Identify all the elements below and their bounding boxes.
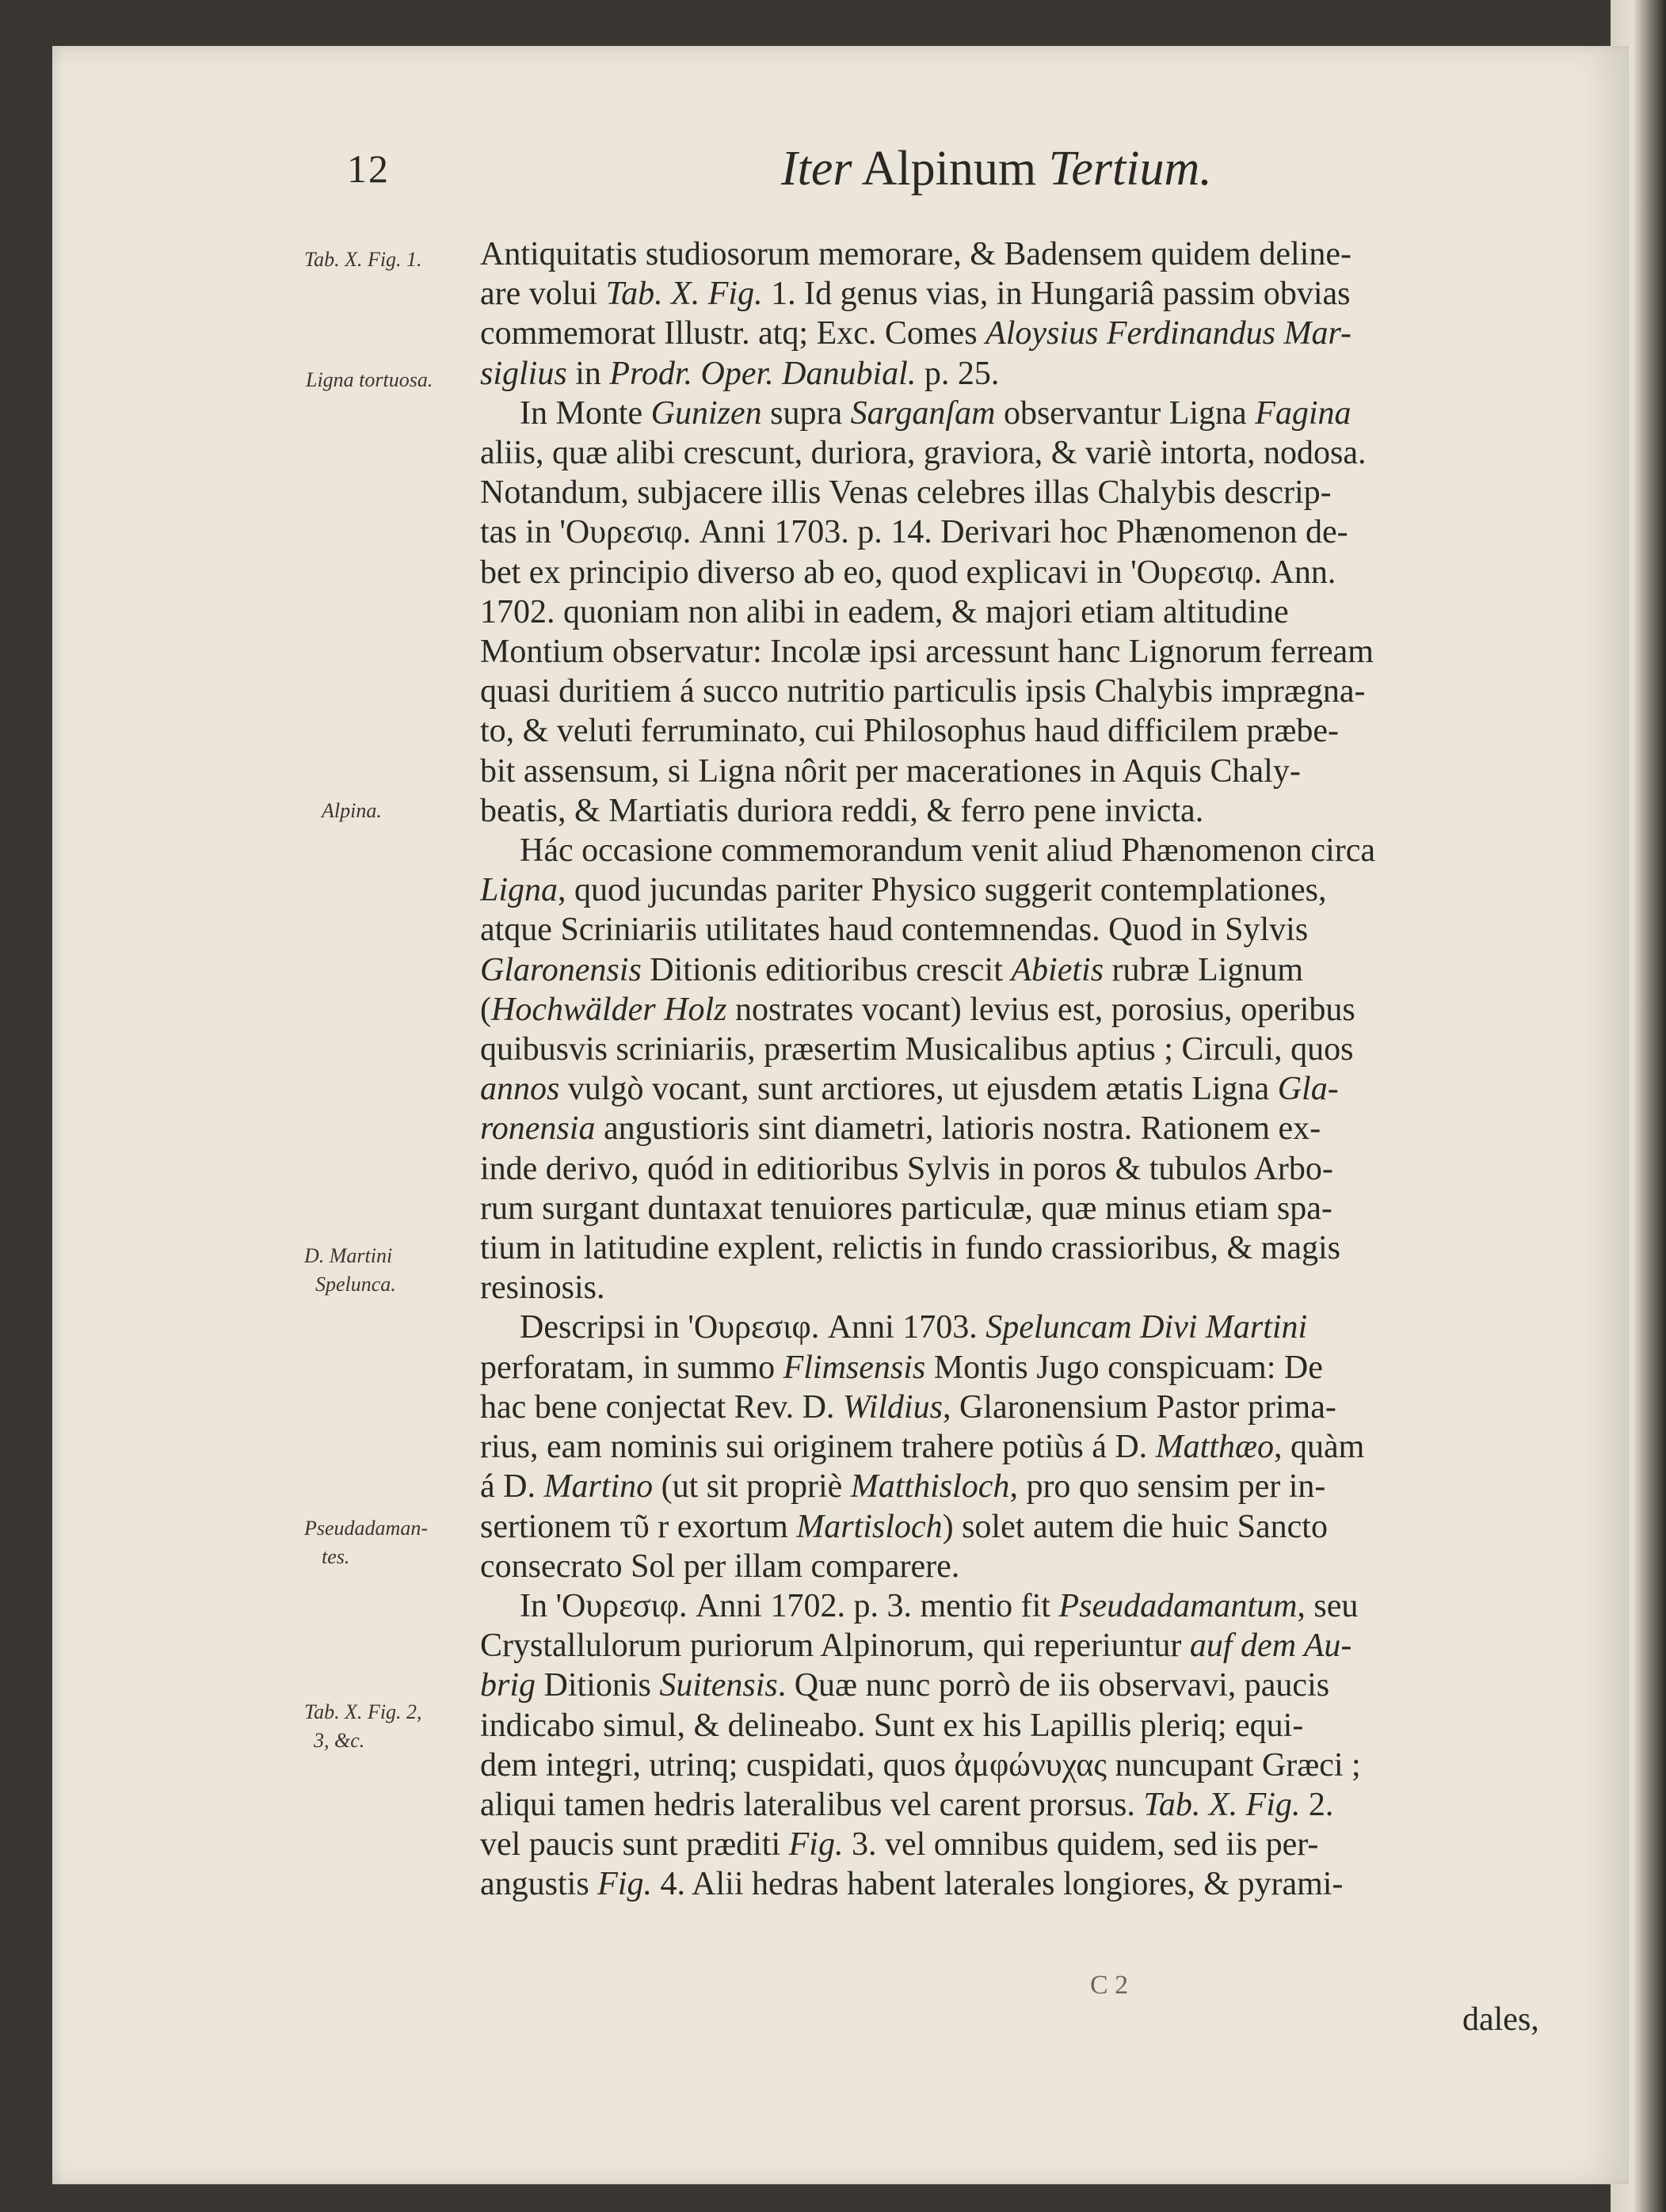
text-line xyxy=(480,870,1534,910)
text-run: , quàm xyxy=(1274,1429,1365,1466)
text-run: angustis xyxy=(480,1866,598,1903)
italic-run: Matthisloch xyxy=(850,1468,1010,1506)
running-title xyxy=(781,141,1212,197)
text-run: aliis, quæ alibi crescunt, duriora, graviora, & variè intorta, nodosa. xyxy=(480,435,1367,472)
text-run: á D. xyxy=(480,1468,544,1506)
text-run: , Glaronensium Pastor prima- xyxy=(942,1388,1336,1426)
text-run: quasi duritiem á succo nutritio particulis ipsis Chalybis imprægna- xyxy=(480,673,1366,710)
text-line xyxy=(480,553,1534,592)
italic-run: Pseudadamantum xyxy=(1058,1587,1298,1624)
text-run: vel paucis sunt præditi xyxy=(480,1826,789,1864)
text-line xyxy=(480,1268,1534,1308)
text-line xyxy=(480,1864,1534,1904)
italic-run: annos xyxy=(480,1071,560,1108)
italic-run: brig xyxy=(480,1667,536,1704)
text-run: quibusvis scriniariis, præsertim Musicalibus aptius ; Circuli, quos xyxy=(480,1031,1354,1068)
margin-note: 3, &c. xyxy=(314,1729,365,1752)
text-line xyxy=(480,990,1534,1030)
text-run: Crystallulorum puriorum Alpinorum, qui reperiuntur xyxy=(480,1628,1190,1665)
text-line xyxy=(480,473,1534,512)
italic-run: Gla- xyxy=(1277,1071,1339,1108)
text-run: rum surgant duntaxat tenuiores particulæ, quæ minus etiam spa- xyxy=(480,1190,1332,1227)
text-run: , quod jucundas pariter Physico suggerit contemplationes, xyxy=(558,872,1327,909)
text-run: bit assensum, si Ligna nôrit per macerationes in Aquis Chaly- xyxy=(480,752,1301,790)
text-line xyxy=(480,394,1534,433)
italic-run: auf dem Au- xyxy=(1189,1628,1352,1665)
italic-run: Abietis xyxy=(1011,951,1104,988)
text-line xyxy=(480,1069,1534,1109)
text-run: . Quæ nunc porrò de iis observavi, paucis xyxy=(777,1667,1330,1704)
text-run: in xyxy=(566,355,610,392)
text-line xyxy=(480,234,1534,274)
margin-note: Tab. X. Fig. 1. xyxy=(304,248,422,271)
text-run: Hác occasione commemorandum venit aliud Phænomenon circa xyxy=(520,832,1376,870)
text-run: hac bene conjectat Rev. D. xyxy=(480,1388,843,1426)
margin-note: Ligna tortuosa. xyxy=(306,368,433,391)
text-run: are volui xyxy=(480,276,606,313)
text-run: In 'Ουρεσιφ. Anni 1702. p. 3. mentio fit xyxy=(520,1587,1059,1624)
italic-run: Aloysius Ferdinandus Mar- xyxy=(985,315,1351,352)
text-run: dem integri, utrinq; cuspidati, quos ἀμφώνυχας nuncupant Græci ; xyxy=(480,1746,1361,1784)
text-run: bet ex principio diverso ab eo, quod explicavi in 'Ουρεσιφ. Ann. xyxy=(480,554,1336,591)
text-run: commemorat Illustr. atq; Exc. Comes xyxy=(480,315,986,352)
text-run: to, & veluti ferruminato, cui Philosophus haud difficilem præbe- xyxy=(480,713,1340,750)
text-run: ) solet autem die huic Sancto xyxy=(942,1508,1328,1545)
italic-run: Tab. X. Fig. xyxy=(605,276,763,313)
italic-run: Fagina xyxy=(1255,394,1351,432)
text-run: Montis Jugo conspicuam: De xyxy=(925,1349,1323,1386)
margin-note: Tab. X. Fig. 2, xyxy=(304,1700,422,1723)
catchword: dales, xyxy=(1462,2001,1539,2038)
text-run: supra xyxy=(761,394,851,432)
text-run: beatis, & Martiatis duriora reddi, & ferro pene invicta. xyxy=(480,792,1204,829)
text-run: In Monte xyxy=(520,394,651,432)
text-run: rubræ Lignum xyxy=(1104,951,1304,988)
text-line xyxy=(480,791,1534,831)
text-run: inde derivo, quód in editioribus Sylvis in poros & tubulos Arbo- xyxy=(480,1150,1333,1187)
text-line xyxy=(480,910,1534,950)
text-line xyxy=(480,592,1534,632)
text-line xyxy=(480,950,1534,990)
text-line xyxy=(480,433,1534,473)
italic-run: Tab. X. Fig. xyxy=(1143,1786,1301,1823)
text-run: Ditionis xyxy=(536,1667,660,1704)
text-line xyxy=(480,1586,1534,1626)
text-run: observantur Ligna xyxy=(995,394,1256,432)
text-line xyxy=(480,1746,1534,1785)
text-line xyxy=(480,672,1534,711)
italic-run: Prodr. Oper. Danubial. xyxy=(609,355,917,392)
text-line xyxy=(480,1467,1534,1506)
italic-run: Sarganſam xyxy=(850,394,996,432)
text-run: (ut sit propriè xyxy=(653,1468,851,1506)
text-line xyxy=(480,711,1534,751)
italic-run: Wildius xyxy=(842,1388,943,1426)
body-text xyxy=(480,234,1534,1905)
italic-run: Flimsensis xyxy=(783,1349,926,1386)
margin-note: D. Martini xyxy=(304,1244,393,1267)
text-line xyxy=(480,1666,1534,1705)
text-line xyxy=(480,1785,1534,1825)
running-title-part-2: Alpinum xyxy=(861,142,1037,196)
text-run: rius, eam nominis sui originem trahere potiùs á D. xyxy=(480,1429,1156,1466)
italic-run: Gunizen xyxy=(650,394,762,432)
text-run: tas in 'Ουρεσιφ. Anni 1703. p. 14. Derivari hoc Phænomenon de- xyxy=(480,514,1348,551)
text-line xyxy=(480,1109,1534,1148)
text-line xyxy=(480,274,1534,314)
margin-notes xyxy=(52,46,496,2184)
italic-run: Fig. xyxy=(788,1826,844,1864)
italic-run: Suitensis xyxy=(659,1667,778,1704)
italic-run: Ligna xyxy=(480,872,559,909)
text-line xyxy=(480,1388,1534,1427)
text-run: 1702. quoniam non alibi in eadem, & majori etiam altitudine xyxy=(480,593,1289,630)
text-run: nostrates vocant) levius est, porosius, operibus xyxy=(726,991,1355,1028)
text-line xyxy=(480,1348,1534,1388)
text-run: ( xyxy=(480,991,491,1028)
italic-run: Fig. xyxy=(597,1866,652,1903)
text-line xyxy=(480,1308,1534,1347)
text-line xyxy=(480,1228,1534,1268)
text-line xyxy=(480,512,1534,552)
text-line xyxy=(480,632,1534,672)
book-page xyxy=(52,46,1629,2184)
text-run: sertionem τῦ r exortum xyxy=(480,1508,797,1545)
text-run: Notandum, subjacere illis Venas celebres illas Chalybis descrip- xyxy=(480,474,1332,512)
text-line xyxy=(480,1507,1534,1547)
text-run: resinosis. xyxy=(480,1270,605,1307)
italic-run: siglius xyxy=(480,355,567,392)
text-line xyxy=(480,831,1534,870)
running-title-part-3: Tertium. xyxy=(1048,142,1212,196)
running-title-part-1: Iter xyxy=(781,142,852,196)
italic-run: Glaronensis xyxy=(480,951,642,988)
text-line xyxy=(480,1030,1534,1069)
text-line xyxy=(480,1547,1534,1586)
page-number: 12 xyxy=(347,147,390,191)
text-line xyxy=(480,752,1534,791)
text-line xyxy=(480,1706,1534,1746)
text-run: 1. Id genus vias, in Hungariâ passim obvias xyxy=(762,276,1351,313)
margin-note: Spelunca. xyxy=(315,1273,396,1296)
text-run: consecrato Sol per illam comparere. xyxy=(480,1548,960,1585)
text-run: 3. vel omnibus quidem, sed iis per- xyxy=(843,1826,1319,1864)
text-line xyxy=(480,1149,1534,1189)
italic-run: ronensia xyxy=(480,1110,596,1148)
text-line xyxy=(480,354,1534,394)
italic-run: Martisloch xyxy=(796,1508,943,1545)
text-run: Ditionis editioribus crescit xyxy=(641,951,1012,988)
text-run: 4. Alii hedras habent laterales longiores, & pyrami- xyxy=(652,1866,1344,1903)
text-run: , pro quo sensim per in- xyxy=(1009,1468,1326,1506)
text-run: tium in latitudine explent, relictis in fundo crassioribus, & magis xyxy=(480,1230,1340,1267)
italic-run: Matthæo xyxy=(1155,1429,1275,1466)
text-run: angustioris sint diametri, latioris nostra. Rationem ex- xyxy=(595,1110,1321,1148)
text-run: atque Scriniariis utilitates haud contemnendas. Quod in Sylvis xyxy=(480,912,1309,949)
text-run: 2. xyxy=(1300,1786,1334,1823)
margin-note: tes. xyxy=(322,1545,350,1568)
text-line xyxy=(480,314,1534,353)
margin-note: Pseudadaman- xyxy=(304,1517,428,1540)
page-header xyxy=(347,141,1526,212)
text-run: p. 25. xyxy=(916,355,1000,392)
text-line xyxy=(480,1626,1534,1666)
italic-run: Speluncam Divi Martini xyxy=(985,1309,1308,1346)
italic-run: Martino xyxy=(543,1468,654,1506)
signature-mark: C 2 xyxy=(1090,1970,1129,2000)
italic-run: Hochwälder Holz xyxy=(491,991,727,1028)
text-run: indicabo simul, & delineabo. Sunt ex his Lapillis pleriq; equi- xyxy=(480,1707,1304,1744)
text-run: Descripsi in 'Ουρεσιφ. Anni 1703. xyxy=(520,1309,986,1346)
text-run: aliqui tamen hedris lateralibus vel carent prorsus. xyxy=(480,1786,1144,1823)
text-line xyxy=(480,1427,1534,1467)
text-run: , seu xyxy=(1297,1587,1359,1624)
text-run: Montium observatur: Incolæ ipsi arcessunt hanc Lignorum ferream xyxy=(480,634,1374,671)
text-line xyxy=(480,1825,1534,1864)
text-run: perforatam, in summo xyxy=(480,1349,783,1386)
text-line xyxy=(480,1189,1534,1228)
text-run: Antiquitatis studiosorum memorare, & Badensem quidem deline- xyxy=(480,236,1351,272)
margin-note: Alpina. xyxy=(322,799,382,822)
text-run: vulgò vocant, sunt arctiores, ut ejusdem ætatis Ligna xyxy=(559,1071,1278,1108)
